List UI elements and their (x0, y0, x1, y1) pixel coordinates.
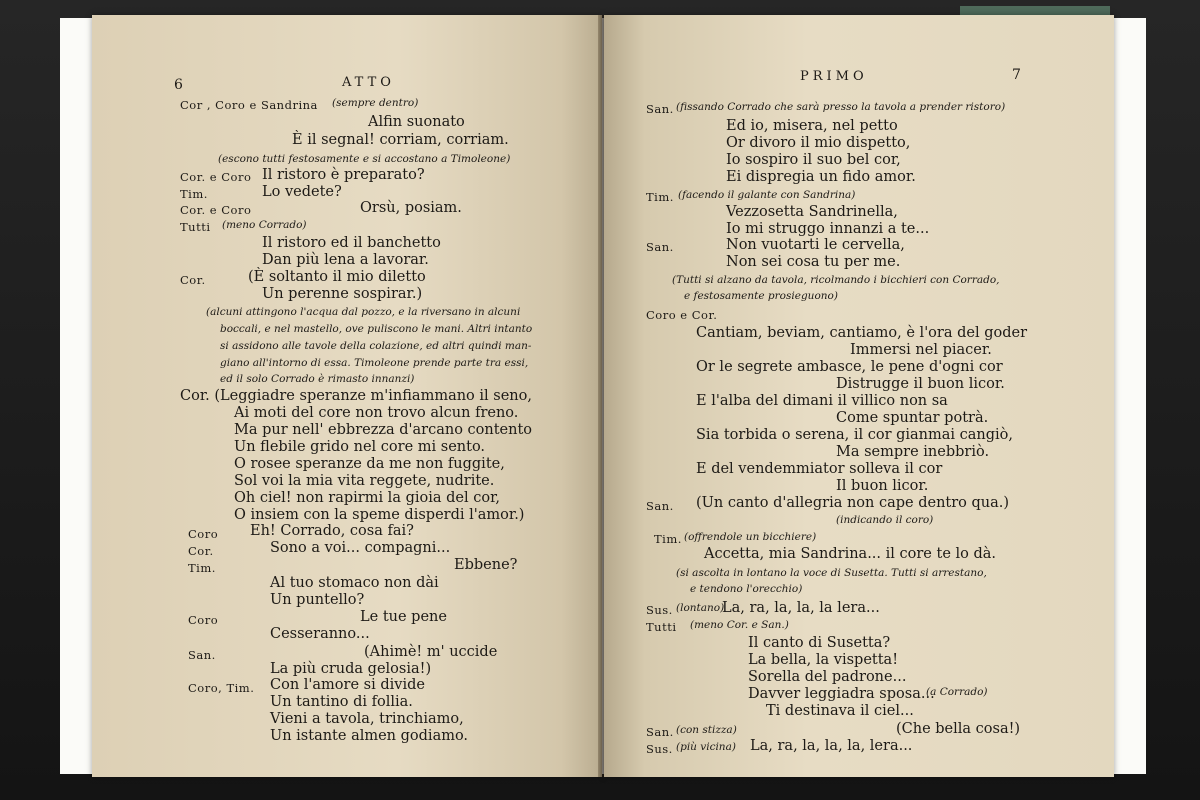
verse-line: Sono a voi... compagni... (270, 540, 451, 556)
verse-line: Cor. (Leggiadre speranze m'infiammano il seno, (180, 388, 532, 404)
verse-line: Davver leggiadra sposa... (748, 686, 935, 702)
verse-line: Come spuntar potrà. (836, 410, 989, 426)
speaker-label: San. (188, 648, 216, 662)
verse-line: (Un canto d'allegria non cape dentro qua.) (696, 495, 1010, 511)
speaker-label: Coro, Tim. (188, 681, 255, 695)
verse-line: Vezzosetta Sandrinella, (726, 204, 898, 220)
verse-line: Il ristoro è preparato? (262, 167, 425, 183)
page-header: ATTO (342, 75, 395, 90)
verse-line: È il segnal! corriam, corriam. (292, 132, 509, 148)
stage-direction: (con stizza) (676, 724, 737, 736)
speaker-label: Coro (188, 613, 219, 627)
verse-line: Orsù, posiam. (360, 200, 462, 216)
verse-line: (Che bella cosa!) (896, 721, 1021, 737)
speaker-label: Coro (188, 527, 219, 541)
speaker-label: Cor. e Coro (180, 203, 252, 217)
verse-line: Le tue pene (360, 609, 447, 625)
speaker-label: Cor. e Coro (180, 170, 252, 184)
speaker-label: Cor. (188, 544, 214, 558)
verse-line: Distrugge il buon licor. (836, 376, 1005, 392)
verse-line: Alfin suonato (368, 114, 465, 130)
verse-line: La, ra, la, la, la lera... (722, 600, 880, 616)
verse-line: Immersi nel piacer. (850, 342, 992, 358)
verse-line: Io sospiro il suo bel cor, (726, 152, 901, 168)
verse-line: Non vuotarti le cervella, (726, 237, 905, 253)
verse-line: Vieni a tavola, trinchiamo, (270, 711, 464, 727)
verse-line: (Ahimè! m' uccide (364, 644, 498, 660)
stage-direction: (facendo il galante con Sandrina) (678, 189, 856, 201)
verse-line: E del vendemmiator solleva il cor (696, 461, 943, 477)
verse-line: Or divoro il mio dispetto, (726, 135, 911, 151)
verse-line: E l'alba del dimani il villico non sa (696, 393, 948, 409)
stage-direction: e tendono l'orecchio) (690, 583, 803, 595)
verse-line: La più cruda gelosia!) (270, 661, 432, 677)
speaker-label: Tim. (180, 187, 208, 201)
right-page (604, 15, 1114, 777)
stage-direction: boccali, e nel mastello, ove puliscono le mani. Altri intanto (220, 323, 533, 335)
stage-direction: giano all'intorno di essa. Timoleone prende parte tra essi, (220, 357, 529, 369)
speaker-label: Tim. (188, 561, 216, 575)
page-number: 7 (1012, 67, 1021, 83)
verse-line: Sia torbida o serena, il cor gianmai cangiò, (696, 427, 1014, 443)
verse-line: Ai moti del core non trovo alcun freno. (234, 405, 519, 421)
stage-direction: (fissando Corrado che sarà presso la tavola a prender ristoro) (676, 101, 1006, 113)
page-number: 6 (174, 77, 183, 93)
verse-line: Il buon licor. (836, 478, 929, 494)
stage-direction: (sempre dentro) (332, 97, 419, 109)
verse-line: Accetta, mia Sandrina... il core te lo dà. (704, 546, 997, 562)
page-header: PRIMO (800, 69, 868, 84)
verse-line: Ma pur nell' ebbrezza d'arcano contento (234, 422, 533, 438)
speaker-label: Sus. (646, 603, 673, 617)
verse-line: Oh ciel! non rapirmi la gioia del cor, (234, 490, 501, 506)
verse-line: Ebbene? (454, 557, 518, 573)
stage-direction: ed il solo Corrado è rimasto innanzi) (220, 373, 415, 385)
stage-direction: (lontano) (676, 602, 725, 614)
speaker-label: Tutti (180, 220, 211, 234)
verse-line: Al tuo stomaco non dài (270, 575, 439, 591)
verse-line: Cantiam, beviam, cantiamo, è l'ora del goder (696, 325, 1028, 341)
verse-line: Dan più lena a lavorar. (262, 252, 429, 268)
verse-line: Io mi struggo innanzi a te... (726, 221, 930, 237)
stage-direction: (si ascolta in lontano la voce di Susetta. Tutti si arrestano, (676, 567, 987, 579)
stage-direction: (escono tutti festosamente e si accostano a Timoleone) (218, 153, 511, 165)
verse-line: Un istante almen godiamo. (270, 728, 469, 744)
speaker-label: Tutti (646, 620, 677, 634)
speaker-label: Sus. (646, 742, 673, 756)
speaker-label: Tim. (654, 532, 682, 546)
verse-line: Sorella del padrone... (748, 669, 907, 685)
speaker-label: Tim. (646, 190, 674, 204)
speaker-label: San. (646, 102, 674, 116)
speaker-label: San. (646, 240, 674, 254)
verse-line: Lo vedete? (262, 184, 342, 200)
speaker-label: San. (646, 499, 674, 513)
left-page (92, 15, 602, 777)
verse-line: Ed io, misera, nel petto (726, 118, 898, 134)
verse-line: Un flebile grido nel core mi sento. (234, 439, 486, 455)
verse-line: Con l'amore si divide (270, 677, 425, 693)
stage-direction: (indicando il coro) (836, 514, 934, 526)
stage-direction: (meno Cor. e San.) (690, 619, 789, 631)
stage-direction: e festosamente prosieguono) (684, 290, 838, 302)
verse-line: Il canto di Susetta? (748, 635, 891, 651)
speaker-label: Cor. (180, 273, 206, 287)
verse-line: O rosee speranze da me non fuggite, (234, 456, 505, 472)
verse-line: Un perenne sospirar.) (262, 286, 423, 302)
verse-line: Cesseranno... (270, 626, 370, 642)
stage-direction: (offrendole un bicchiere) (684, 531, 817, 543)
speaker-label: Coro e Cor. (646, 308, 718, 322)
speaker-label: Cor , Coro e Sandrina (180, 98, 318, 112)
verse-line: Ti destinava il ciel... (766, 703, 914, 719)
verse-line: Eh! Corrado, cosa fai? (250, 523, 414, 539)
stage-direction: (Tutti si alzano da tavola, ricolmando i bicchieri con Corrado, (672, 274, 1000, 286)
verse-line: O insiem con la speme disperdi l'amor.) (234, 507, 525, 523)
verse-line: Il ristoro ed il banchetto (262, 235, 441, 251)
stage-direction: (alcuni attingono l'acqua dal pozzo, e la riversano in alcuni (206, 306, 521, 318)
verse-line: Non sei cosa tu per me. (726, 254, 901, 270)
verse-line: La, ra, la, la, la, lera... (750, 738, 913, 754)
verse-line: Ei dispregia un fido amor. (726, 169, 916, 185)
stage-direction: (più vicina) (676, 741, 736, 753)
stage-direction: (meno Corrado) (222, 219, 307, 231)
verse-line: Or le segrete ambasce, le pene d'ogni cor (696, 359, 1003, 375)
verse-line: Un puntello? (270, 592, 365, 608)
stage-direction: si assidono alle tavole della colazione, ed altri quindi man- (220, 340, 532, 352)
speaker-label: San. (646, 725, 674, 739)
verse-line: La bella, la vispetta! (748, 652, 899, 668)
verse-line: (È soltanto il mio diletto (248, 269, 426, 285)
verse-line: Sol voi la mia vita reggete, nudrite. (234, 473, 495, 489)
verse-line: Un tantino di follia. (270, 694, 413, 710)
stage-direction: (a Corrado) (926, 686, 988, 698)
verse-line: Ma sempre inebbriò. (836, 444, 990, 460)
